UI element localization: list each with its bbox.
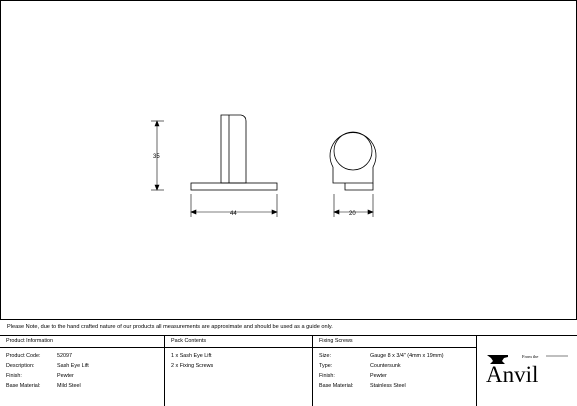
screw-size-row: Size: Gauge 8 x 3/4" (4mm x 19mm) (319, 353, 444, 359)
screw-finish-row: Finish: Pewter (319, 373, 387, 379)
product-information-column (0, 336, 165, 406)
logo-tagline: From the (522, 354, 539, 359)
pack-item: 1 x Sash Eye Lift (171, 353, 212, 359)
height-dimension-label: 35 (153, 154, 160, 160)
logo-brand: Anvil (486, 362, 539, 387)
base-material-row: Base Material: Mild Steel (6, 383, 81, 389)
finish-row: Finish: Pewter (6, 373, 74, 379)
pack-item: 2 x Fixing Screws (171, 363, 214, 369)
width-dimension-label: 44 (230, 211, 237, 217)
screw-material-row: Base Material: Stainless Steel (319, 383, 406, 389)
pack-contents-column (165, 336, 313, 406)
pack-contents-heading: Pack Contents (165, 336, 312, 348)
measurement-note: Please Note, due to the hand crafted nature of our products all measurements are approximate and should be used as a guide only. (0, 319, 577, 335)
description-row: Description: Sash Eye Lift (6, 363, 89, 369)
screw-type-row: Type: Countersunk (319, 363, 401, 369)
product-information-heading: Product Information (0, 336, 164, 348)
product-code-row: Product Code: 52097 (6, 353, 72, 359)
sheet-border (1, 1, 577, 320)
diameter-dimension-label: 20 (349, 211, 356, 217)
fixing-screws-column (313, 336, 477, 406)
side-view (191, 115, 277, 190)
front-view (330, 132, 376, 190)
fixing-screws-heading: Fixing Screws (313, 336, 476, 348)
anvil-logo (484, 349, 569, 387)
